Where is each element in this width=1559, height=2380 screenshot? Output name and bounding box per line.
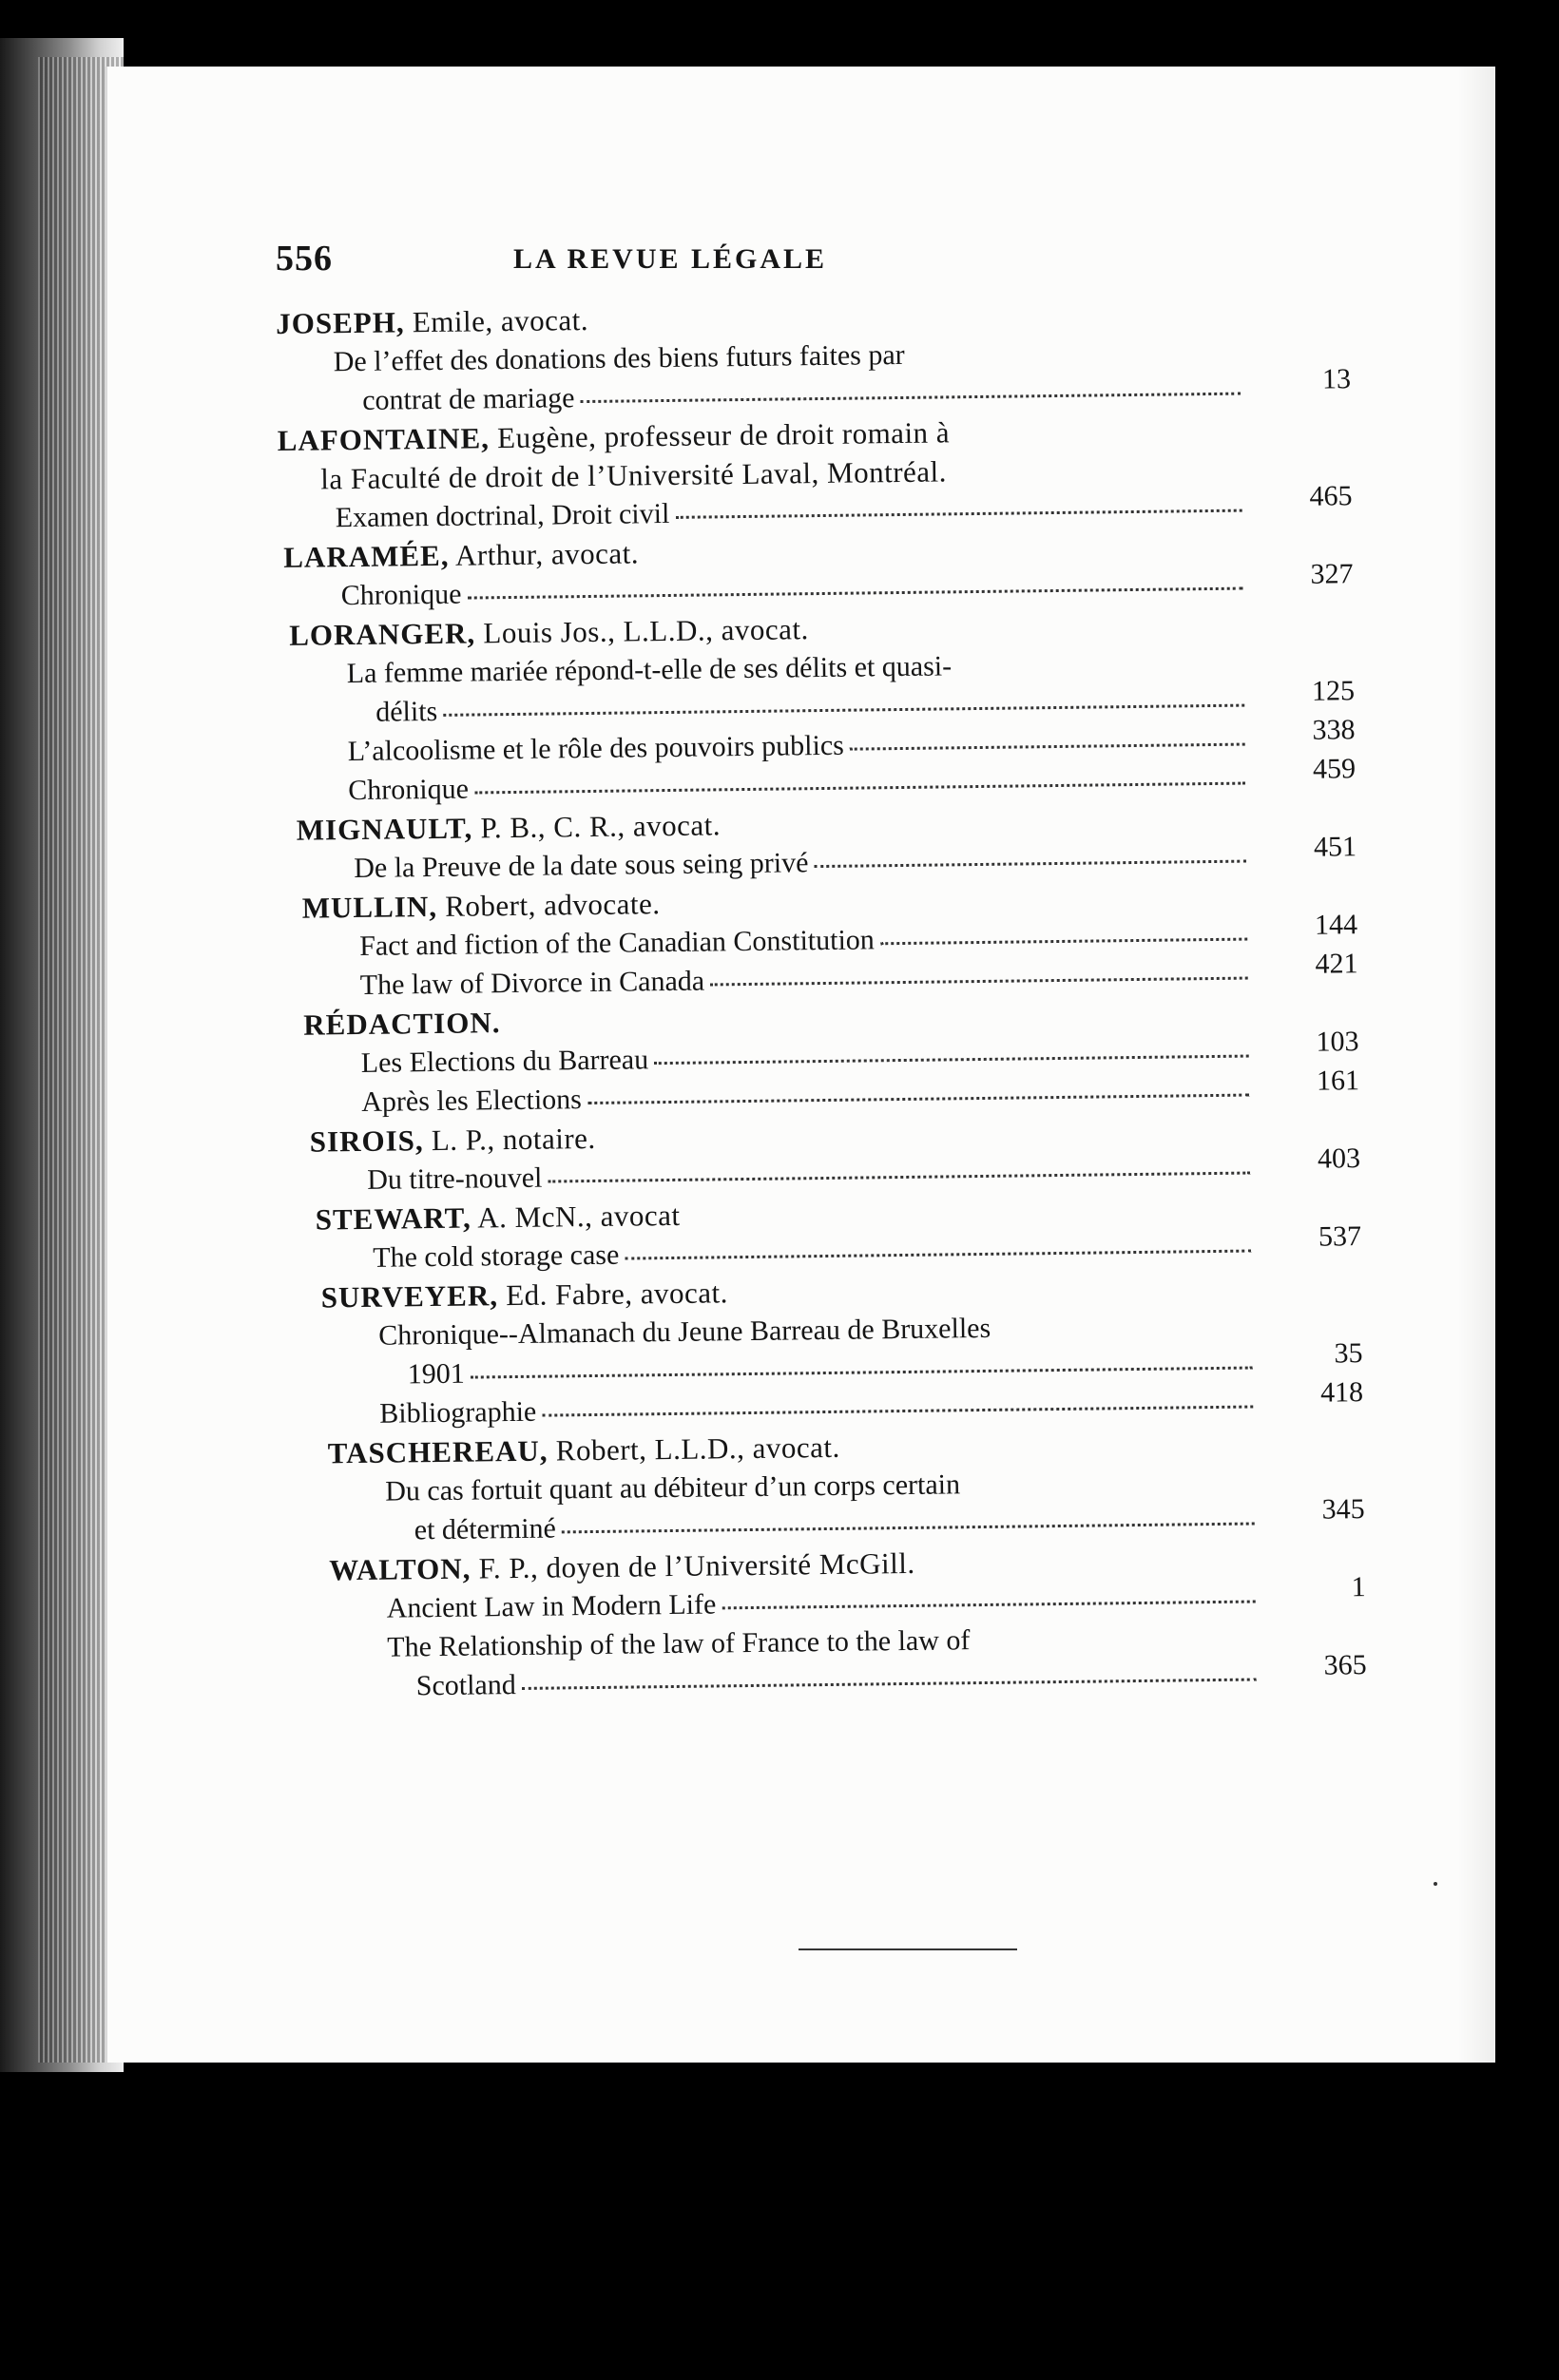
dot-leader [542,1406,1253,1417]
author-name: JOSEPH, [276,305,405,340]
entry-title: Chronique [340,578,462,612]
entry-title: Les Elections du Barreau [360,1044,649,1079]
author-block [279,525,1354,616]
dot-leader [880,938,1247,946]
dot-leader [522,1679,1257,1690]
entry-title: et déterminé [414,1512,557,1546]
author-details: Arthur, avocat. [449,536,640,572]
page-reference: 327 [1310,558,1354,590]
page-reference: 403 [1317,1142,1361,1175]
page-number: 556 [276,239,333,278]
page-reference: 144 [1314,909,1358,941]
dot-leader [675,509,1241,519]
page-header [276,238,1065,295]
entry-title: Bibliographie [379,1395,537,1430]
author-name: LORANGER, [289,616,476,652]
author-block [290,1421,1365,1551]
entry-title: contrat de mariage [362,382,575,416]
author-block [284,992,1359,1123]
author-details: Louis Jos., L.L.D., avocat. [474,612,809,650]
page-reference: 13 [1321,363,1352,395]
entry-title: The law of Divorce in Canada [359,965,705,1001]
entry-title: Du titre-nouvel [367,1161,543,1196]
author-details: P. B., C. R., avocat. [472,808,722,845]
author-details: F. P., doyen de l’Université McGill. [471,1545,915,1585]
entry-title: Examen doctrinal, Droit civil [335,497,670,534]
author-details: Ed. Fabre, avocat. [497,1276,729,1313]
page-reference: 537 [1318,1220,1362,1253]
entry-title: The cold storage case [373,1238,620,1274]
author-block [278,408,1353,538]
entry-title-line: The Relationship of the law of France to the law of [387,1624,971,1663]
entry-title-line: De l’effet des donations des biens futurs faites par [333,338,905,378]
page-reference: 345 [1321,1493,1365,1526]
author-name: SURVEYER, [320,1278,499,1315]
author-block [282,797,1357,889]
index-entry [290,642,1356,733]
author-block [288,1265,1364,1434]
author-block [287,1187,1362,1278]
entry-title: Ancient Law in Modern Life [386,1588,717,1624]
page-reference: 1 [1351,1571,1366,1603]
page-reference: 103 [1316,1026,1359,1058]
dot-leader [562,1523,1255,1534]
dot-leader [625,1250,1251,1260]
author-name: LARAMÉE, [283,538,450,574]
print-speck [1434,1882,1437,1886]
page-reference: 421 [1315,948,1358,980]
closing-rule [799,1948,1017,1950]
running-title: LA REVUE LÉGALE [512,243,828,275]
entry-title: Fact and fiction of the Canadian Constitution [359,924,875,962]
author-name: MULLIN, [301,889,438,925]
page-reference: 338 [1312,714,1356,746]
dot-leader [722,1601,1255,1610]
author-block [286,1109,1361,1200]
dot-leader [580,393,1241,403]
page-reference: 459 [1312,753,1357,785]
author-details: Emile, avocat. [404,302,589,339]
page-reference: 35 [1334,1337,1363,1370]
author-name: RÉDACTION. [303,1006,501,1042]
page-reference: 465 [1309,480,1353,512]
index-entry [277,330,1352,421]
page-reference: 161 [1316,1065,1360,1097]
entry-title: L’alcoolisme et le rôle des pouvoirs publics [347,729,845,768]
page-reference: 451 [1313,831,1357,863]
page-reference: 125 [1311,675,1356,707]
entry-title-line: La femme mariée répond-t-elle de ses délits et quasi- [346,650,953,690]
entry-title: 1901 [407,1357,465,1391]
dot-leader [814,860,1246,869]
dot-leader [474,782,1245,795]
author-details: Eugène, professeur de droit romain à [489,415,951,455]
author-details: Robert, advocate. [436,887,661,923]
entry-title: Chronique [348,773,470,807]
author-name: WALTON, [329,1551,472,1587]
entry-title: Scotland [415,1669,516,1702]
dot-leader [850,743,1245,751]
author-details: A. McN., avocat [471,1198,681,1235]
dot-leader [548,1172,1250,1183]
author-block [279,603,1356,811]
author-name: STEWART, [315,1200,472,1237]
entry-title: délits [375,695,438,728]
author-name: SIROIS, [309,1123,424,1159]
page-shadow [1457,67,1495,2063]
entry-title-line: Chronique--Almanach du Jeune Barreau de Bruxelles [378,1312,991,1352]
author-name: MIGNAULT, [296,811,473,847]
dot-leader [654,1055,1249,1065]
author-block [291,1538,1367,1707]
page-reference: 365 [1323,1649,1367,1681]
page-reference: 418 [1319,1376,1364,1409]
index-entry [321,1304,1363,1394]
author-name: TASCHEREAU, [327,1433,549,1470]
index-entry [330,1616,1367,1706]
author-index [276,291,1367,1707]
author-details-continued: la Faculté de droit de l’Université Laval, Montréal. [320,454,948,496]
author-details: L. P., notaire. [423,1121,596,1158]
index-entry [328,1460,1365,1550]
author-block [276,291,1351,421]
author-details: Robert, L.L.D., avocat. [548,1430,841,1468]
dot-leader [467,587,1242,600]
dot-leader [710,977,1248,987]
dot-leader [443,704,1244,717]
dot-leader [471,1367,1253,1379]
author-name: LAFONTAINE, [277,421,491,457]
entry-title: De la Preuve de la date sous seing privé [354,847,809,885]
dot-leader [587,1094,1249,1105]
author-block [283,875,1358,1006]
entry-title: Après les Elections [361,1084,583,1118]
entry-title-line: Du cas fortuit quant au débiteur d’un corps certain [385,1468,961,1507]
